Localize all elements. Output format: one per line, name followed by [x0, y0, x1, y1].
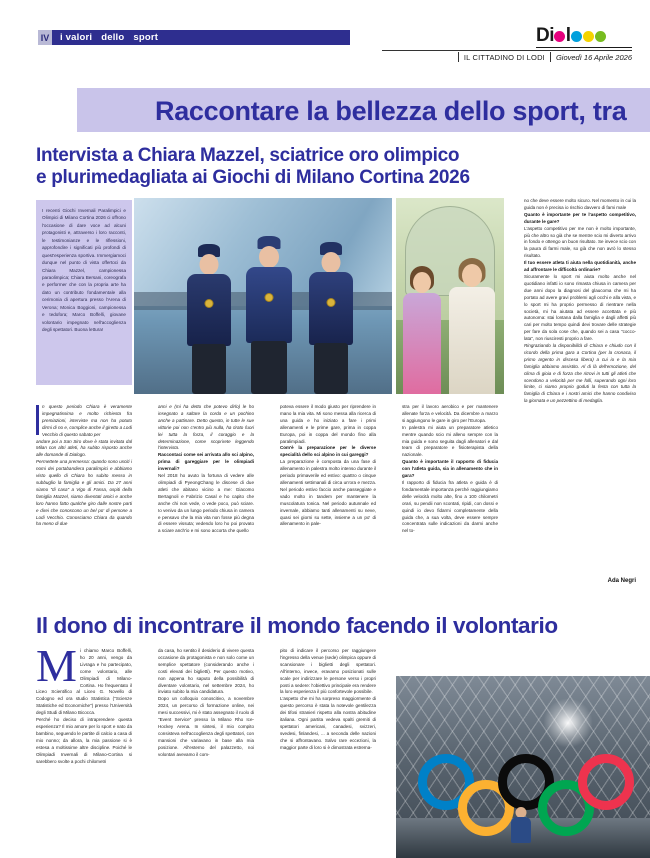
article1-col5-answer-1: L'aspetto competitivo per me non è molto importante, più che altro so già che se mentre scio mi diverto arrivo in fondo e ottengo un buon risultato. Se invece scio con la paura di farmi male, so già che non avrò lo stesso risultato. — [524, 225, 636, 259]
article1-col5-a: no che deve essere molto sicuro. Nel momento in cui la guida non è precisa io rischio davvero di fami male — [524, 198, 636, 210]
article1-intro-box — [36, 200, 132, 385]
photo-women-backdrop — [396, 198, 504, 394]
article1-column-2 — [158, 404, 254, 535]
article2-dropcap: M — [36, 640, 77, 691]
article2-col1-text: i chiamo Marco Boffelli, ho 20 anni, vengo da Livraga e ho partecipato, come volontario, alle Olimpiadi di Milano-Cortina. Ho frequentato il Liceo Scientifico al Liceo G. Novello di Codogno ed ora studio Statistica ("Scienze Statistiche ed Economiche") presso l'Università degli Studi di Milano Bicocca. — [36, 648, 132, 716]
article1-column-1 — [36, 404, 132, 528]
article1-col2-a: anni e (mi ha detto che potevo dirlo) le ho insegnato a saltare la corda e un pochino anche a pattinare. Detto questo, in tutte le sue vittorie poi non c'entro più nulla, ha tirato fuori lei tutta la forza, il coraggio e la determinazione, come scoprirete leggendo l'intervista. — [158, 404, 254, 451]
article2-column-1 — [36, 640, 132, 765]
photo-lens-flare — [543, 698, 593, 748]
article1-col3-answer: La preparazione è composta da una fase di allenamento in palestra molto intenso durante il periodo primaverile ed estivo: quattro o cinque allenamenti settimanali di circa un'ora e mezza. Nel periodo estivo faccio anche passeggiate e vado molto in tandem per mantenere la muscolatura tonica. Nel periodo autunnale ed invernale, abbiamo tanti allenamenti su neve, quasi sei giorni su sette, insieme a un po' di allenamento in pale- — [280, 459, 376, 527]
article1-col5-question-1: Quanto è importante per te l'aspetto competitivo, durante le gare? — [524, 211, 636, 224]
article2-col3-text: pito di indicare il percorso per raggiungere l'ingresso della venue (sede) olimpica oppure di scansionare i biglietti degli spettatori. All'interno, invece, eravamo posizionati sulle scale per indirizzare le persone verso i propri posti a sedere: l'obiettivo principale era rendere la loro esperienza il più confortevole possibile. — [280, 648, 376, 695]
article1-col3-question: Com'è la preparazione per le diverse specialità dello sci alpino in cui gareggi? — [280, 445, 376, 458]
article2-column-3 — [280, 648, 376, 752]
logo-dot-o1-icon — [571, 31, 582, 42]
logo-dot-g-icon — [583, 31, 594, 42]
article1-subhead — [36, 145, 636, 189]
photo-two-women — [396, 198, 504, 394]
article1-subhead-line1: Intervista a Chiara Mazzel, sciatrice oro olimpico — [36, 145, 460, 166]
photo-olympic-rings — [396, 676, 650, 858]
photo-figure-right — [302, 242, 360, 394]
article2-col3-text-b: L'aspetto che mi ha sorpreso maggiormente di questo percorso è stata la notevole gentilezza dei tifosi stranieri rispetto alla nostra abitudine italiana. Ogni partita vedeva spalti gremiti di spettatori americani, canadesi, svizzeri, svedesi, finlandesi, ... a seconda delle nazioni che si affrontavano. Salvo rare eccezioni, la maggior parte di loro si è dimostrata estrema- — [280, 696, 376, 750]
newspaper-name: IL CITTADINO DI LODI — [463, 52, 545, 62]
article1-col5-answer-2: Sicuramente lo sport mi aiuta molto anche nel quotidiano infatti io sono rimasta chiusa in camera per due anni dopo la diagnosi del glaucoma che mi ha portato ad avere gravi problemi agli occhi e alla vista, e lo sport mi ha proprio permesso di rientrare nella società, mi ha aiutata ad essere accettata e più autonoma: stai lontana dalla famiglia e dagli affetti più cari per molto tempo quindi devi trovare delle strategie per fare da sola cose che, quando sei a casa "cocco-lata", non riusciresti proprio a fare. — [524, 273, 636, 342]
article1-col1-lead2: andare poi a San Siro dove è stata invitata dal Milan con altri atleti, ha subito risposto anche alle domande di Dialogo. — [36, 438, 132, 458]
masthead-rule — [382, 50, 632, 51]
article1-col4-question: Quanto è importante il rapporto di fiducia con l'atleta guida, sia in allenamento che in gara? — [402, 459, 498, 479]
logo-dot-a-icon — [554, 31, 565, 42]
dropcap-rule — [36, 405, 39, 435]
article1-column-4 — [402, 404, 498, 535]
logo-letter-l: l — [565, 25, 571, 46]
article1-col2-answer: Nel 2018 ho avuto la fortuna di vedere alle olimpiadi di PyeongChang le discese di due atleti che abitano vicino a me: Giacomo Bertagnoli e Fabrizio Casal e ho capito che anche chi non vede, o vede poco, può sciare. Io venivo da un lungo periodo chiusa in camera e pensavo che la mia vita non fosse più degna di essere vissuta; vedendo loro ho poi provato a sciare anch'io e mi sono accorta che quello — [158, 473, 254, 534]
logo-letter-d: D — [536, 25, 550, 46]
dialogo-logo — [536, 26, 632, 48]
article1-col3-a: poteva essere il modo giusto per riprendere in mano la mia vita. Mi sono messa alla ricerca di una guida e ho iniziato a fare i primi allenamenti e le prime gare, prima in coppa Europa, poi in coppa del mondo fino alla paralimpiadi. — [280, 404, 376, 444]
masthead-credits — [458, 52, 632, 62]
logo-wordmark — [536, 26, 632, 45]
article2-headline: Il dono di incontrare il mondo facendo il volontario — [36, 613, 558, 638]
photo-woman-right — [446, 258, 498, 394]
article2-col2-text: da casa, ho sentito il desiderio di vivere questa occasione da protagonista e non solo come un semplice spettatore (considerando anche i costi elevati dei biglietti). Per questo motivo, non appena ho saputo della possibilità di diventare volontario, nel settembre 2024, ho inviato subito la mia candidatura. — [158, 648, 254, 695]
kicker-word-1: i valori — [60, 32, 93, 43]
article1-col5-closing: Ringraziando la disponibilità di Chiara e chiudo con il ricordo della prima gara a Cortina (per la cronaca, il primo argento in discesa libera) a cui io e la mia famiglia abbiamo assistito. Al di là dell'emozione, del clima di gioia e di forza che ritrovi in tutti gli atleti che scendono a velocità per me folli, superando ogni loro limite, ci siamo proprio goduti la festa con tutta la famiglia di Chiara e i nostri amici che hanno condiviso la giornata e un pezzettino di medaglia. — [524, 343, 636, 404]
olympic-ring-red-icon — [578, 754, 634, 810]
logo-dot-o2-icon — [595, 31, 606, 42]
logo-letter-i: i — [549, 25, 555, 46]
article1-byline: Ada Negri — [607, 578, 636, 584]
article1-col1-body: Permettete una premessa: quando sono usciti i nomi dei portabandiera paralimpici e abbiamo visto quello di Chiara ho subito messo in subbuglio la famiglia e gli amici. Da 27 anni siamo "di casa" a Vigo di Fassa, ospiti della famiglia Mazzel, siamo diventati amici e anche loro hanno fatto qualche giro dalle nostre parti e direi che conoscono un bel po' di persone a Lodi Vecchio. Conosciamo Chiara da quando ha meno di due — [36, 459, 132, 527]
photo-rings-backdrop — [396, 676, 650, 858]
photo-athletes-medals — [134, 198, 392, 394]
photo-person-in-rings — [508, 807, 534, 851]
kicker-word-3: sport — [133, 32, 159, 43]
page-folio: IV — [38, 30, 52, 45]
article1-column-5 — [524, 198, 636, 405]
article1-col4-b: In palestra mi aiuta un preparatore atletico mentre quando scio mi alleno sempre con la mia guida e sono seguita dagli allenatori e dal team di preparatore e fisioterapista della nazionale. — [402, 424, 498, 458]
article1-col2-question: Raccontaci come sei arrivata allo sci alpino, prima di gareggiare per le olimpiadi invernali? — [158, 452, 254, 472]
section-topbar — [38, 30, 350, 45]
article1-column-3 — [280, 404, 376, 528]
banner-headline: Raccontare la bellezza dello sport, tra — [155, 96, 627, 126]
credit-divider-right — [550, 52, 551, 62]
photo-woman-left — [400, 266, 444, 394]
photo-athletes-backdrop — [134, 198, 392, 394]
section-kicker — [52, 30, 350, 45]
kicker-word-2: dello — [101, 32, 125, 43]
issue-date: Giovedì 16 Aprile 2026 — [555, 52, 632, 62]
article2-column-2 — [158, 648, 254, 759]
logo-underline — [536, 47, 632, 49]
article2-col2-text-b: Dopo un colloquio conoscitivo, a novembre 2024, un percorso di formazione online, nei mesi successivi, mi è stato assegnato il ruolo di "Event Service" presso la Milano Rho Ice-Hockey Arena. In sintesi, il mio compito consisteva nell'accoglienza degli spettatori, con mansioni che variavano in base alla mia posizione. All'esterno del palazzetto, noi volontari avevamo il com- — [158, 696, 254, 757]
article1-col1-lead: n questo periodo Chiara è veramente impegnatissima e molto richiesta fra premiazioni, interviste ma non ha potuto dirmi di no e, complice anche il giretto a Lodi Vecchio di questo sabato per — [42, 404, 132, 437]
article1-subhead-line2: e plurimedagliata ai Giochi di Milano Cortina 2026 — [36, 167, 470, 189]
credit-divider-left — [458, 52, 459, 62]
photo-figure-center — [240, 236, 298, 394]
article1-col5-question-2: Il tuo essere atleta ti aiuta nella quotidianità, anche ad affrontare le difficoltà ordinarie? — [524, 260, 636, 273]
article2-col1-text-b: Perché ho deciso di intraprendere questa esperienza? Il mio amore per lo sport e nato da bambino, seguendo le partite di calcio a casa di mio nonno; da allora, la mia passione si è estesa a moltissime altre discipline. Poiché le Olimpiadi Invernali di Milano-Cortina si sarebbero svolte a pochi chilometri — [36, 717, 132, 764]
article1-col4-answer: Il rapporto di fiducia fra atleta e guida è di fondamentale importanza perché raggiungiamo delle velocità molto alte, fino a 100 chilometri orari, su pendii non scontati, ripidi, con dossi e quindi io devo fidarmi completamente della guida che, a sua volta, deve essere sempre concentrata sulle indicazioni da darmi anche nel to- — [402, 479, 498, 534]
article1-intro-text: I recenti Giochi Invernali Paralimpici e Olimpici di Milano Cortina 2026 ci offrono l'occasione di dare voce ad alcuni protagonisti e, attraverso i loro racconti, le testimonianze e le riflessioni, approfondire i significati più profondi di quest'esperienza sportiva. Immergiamoci dunque nel punto di vista offertoci da Chiara Mazzel, campionessa paraolimpica; Chiara Bersani, coreografa e performer che con la propria arte ha dato un contributo fondamentale alla cerimonia di apertura presso l'Arena di Verona; Monica Boggioni, campionessa e tedofora; Marco Boffelli, giovane volontario impegnato nell'accoglienza degli spettatori. Buona lettura! — [42, 208, 126, 332]
photo-figure-left — [180, 244, 238, 394]
article1-col4-a: stra per il lavoro aerobico e per mantenere allenate forza e velocità. Da dicembre a marzo si aggiungono le gare in giro per l'Europa. — [402, 404, 498, 423]
